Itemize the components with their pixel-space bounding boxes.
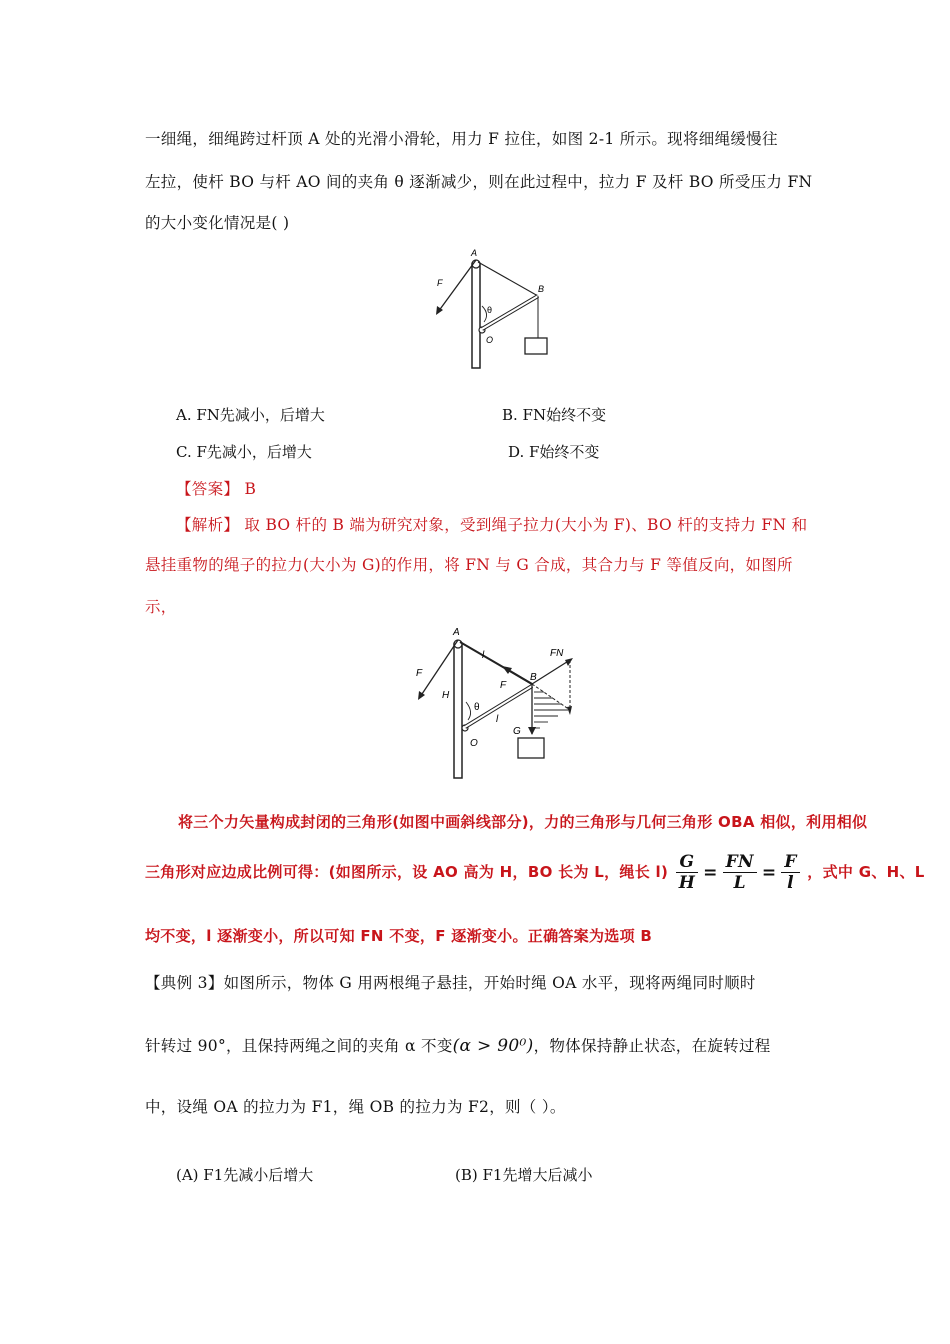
example3-line-2-pre: 针转过 90°，且保持两绳之间的夹角 α 不变: [145, 1037, 453, 1055]
label-f: F: [437, 278, 443, 288]
theta-arc: [466, 702, 471, 720]
option3-a: (A) F1先减小后增大: [176, 1166, 314, 1184]
example3-line-1: 【典例 3】如图所示，物体 G 用两根绳子悬挂，开始时绳 OA 水平，现将两绳同时顺时: [145, 974, 756, 992]
weight-block: [525, 338, 547, 354]
explanation-line-1: 将三个力矢量构成封闭的三角形(如图中画斜线部分)，力的三角形与几何三角形 OBA 相似，利用相似: [178, 813, 868, 831]
hatched-triangle: [534, 692, 568, 728]
label-f-rope: F: [500, 680, 507, 691]
label-a: A: [471, 248, 478, 258]
label-f-left: F: [416, 668, 423, 679]
theta-arc: [482, 306, 487, 322]
example3-line-3: 中，设绳 OA 的拉力为 F1，绳 OB 的拉力为 F2，则（ ）。: [145, 1098, 566, 1116]
label-theta: θ: [474, 702, 480, 713]
example3-line-2-post: ，物体保持静止状态，在旋转过程: [533, 1037, 771, 1055]
pole: [472, 264, 480, 368]
label-h: H: [442, 690, 450, 701]
option-b: B. FN始终不变: [502, 406, 607, 424]
answer-line: [176, 477, 256, 499]
problem-text-line-1: 一细绳，细绳跨过杆顶 A 处的光滑小滑轮，用力 F 拉住，如图 2-1 所示。现将细绳缓慢往: [145, 130, 778, 148]
equals-sign: =: [703, 862, 718, 883]
option-c: C. F先减小，后增大: [176, 443, 312, 461]
problem-text-line-3: 的大小变化情况是( ): [145, 214, 290, 232]
figure-force-triangle: [410, 622, 590, 782]
explanation-line-2-pre: 三角形对应边成比例可得：(如图所示，设 AO 高为 H，BO 长为 L，绳长 l): [145, 863, 669, 881]
label-b: B: [538, 284, 545, 294]
rope-f: [438, 260, 476, 312]
fraction-fn-over-l: $\frac{FN}{L}$: [723, 852, 757, 893]
analysis-tag: 【解析】: [176, 516, 240, 534]
explanation-line-2: [145, 852, 925, 893]
label-o: O: [486, 335, 494, 345]
label-l-rod: l: [496, 714, 499, 725]
label-b: B: [530, 672, 537, 683]
option3-b: (B) F1先增大后减小: [455, 1166, 593, 1184]
label-fn: FN: [550, 648, 564, 659]
problem-text-line-2: 左拉，使杆 BO 与杆 AO 间的夹角 θ 逐渐减少，则在此过程中，拉力 F 及杆 BO 所受压力 FN: [145, 173, 813, 191]
analysis-line-3: 示，: [145, 598, 177, 616]
label-l-rope: l: [482, 650, 485, 661]
answer-value: B: [244, 480, 257, 498]
fraction-g-over-h: $\frac{G}{H}$: [676, 852, 698, 893]
explanation-line-3: 均不变，l 逐渐变小，所以可知 FN 不变，F 逐渐变小。正确答案为选项 B: [145, 927, 653, 945]
rope-f: [420, 640, 458, 697]
arrow-f: [418, 691, 425, 700]
answer-tag: 【答案】: [176, 480, 240, 498]
example3-line-2: [145, 1034, 771, 1056]
label-a: A: [453, 627, 460, 638]
explanation-line-2-post: ，式中 G、H、L: [807, 863, 925, 881]
label-theta: θ: [487, 305, 493, 315]
analysis-text-1: 取 BO 杆的 B 端为研究对象，受到绳子拉力(大小为 F)、BO 杆的支持力 FN 和: [239, 516, 808, 534]
arrow-f-rope: [502, 666, 512, 674]
equals-sign: =: [761, 862, 777, 883]
label-o: O: [470, 738, 478, 749]
analysis-line-1: [176, 513, 807, 535]
fn-vector: [532, 660, 570, 684]
figure-pole-pulley: [420, 242, 560, 372]
angle-condition: (α > 90⁰): [452, 1036, 534, 1056]
label-g: G: [513, 726, 521, 737]
analysis-line-2: 悬挂重物的绳子的拉力(大小为 G)的作用，将 FN 与 G 合成，其合力与 F 等值反向，如图所: [145, 556, 793, 574]
rope-ab: [478, 262, 538, 296]
fraction-f-over-l: $\frac{F}{l}$: [781, 852, 799, 893]
pole: [454, 644, 462, 778]
option-a: A. FN先减小，后增大: [176, 406, 325, 424]
option-d: D. F始终不变: [508, 443, 600, 461]
arrow-fn: [565, 658, 573, 666]
weight-block: [518, 738, 544, 758]
